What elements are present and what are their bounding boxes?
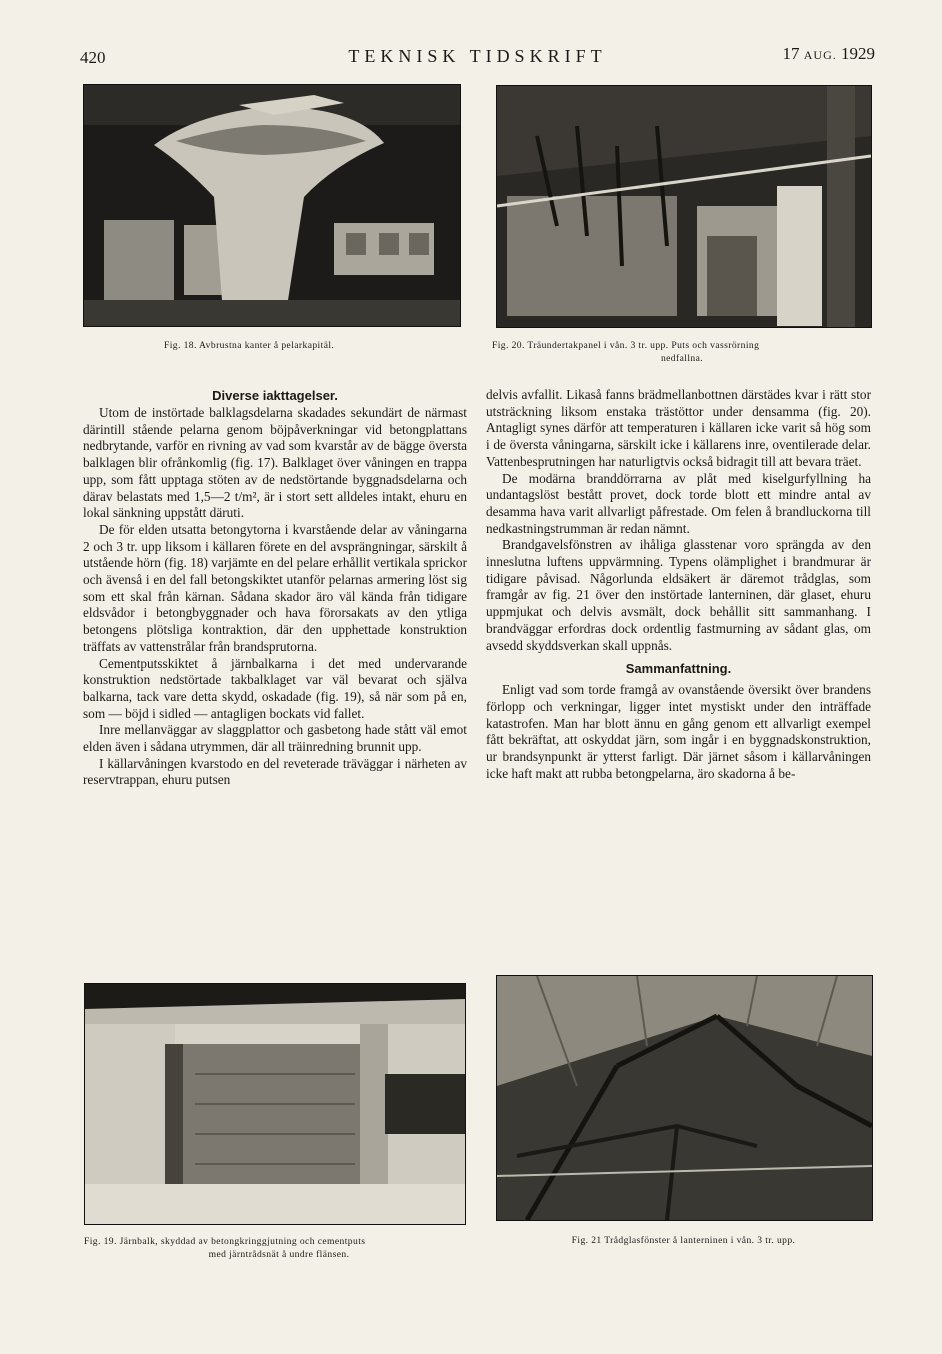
journal-title: TEKNISK TIDSKRIFT [348, 46, 607, 66]
left-column [83, 387, 467, 789]
figure-19-caption-line1: Fig. 19. Järnbalk, skyddad av betongkringgjutning och cementputs [84, 1236, 366, 1247]
right-paragraph: Brandgavelsfönstren av ihåliga glasstenar voro sprängda av den inneslutna luftens uppvärmning. Typens olämplighet i brandmurar är tidigare påvisad. Någorlunda eldsäkert är däremot trådglas, som framgår av fig. 21 över den instörtade lanterninen, där glaset, ehuru uppmjukat och delvis avsmält, dock behållit sitt sammanhang. I brandväggar erfordras dock ordentlig fastmurning av sådant glas, om avsedd skyddsverkan skall uppnås. [486, 537, 871, 653]
figure-20-photo [496, 85, 872, 328]
section-heading-sammanfattning: Sammanfattning. [625, 661, 732, 677]
issue-date [783, 44, 876, 64]
left-paragraph: De för elden utsatta betongytorna i kvarstående delar av våningarna 2 och 3 tr. upp liksom i källaren förete en del avsprängningar, särskilt å utstående hörn (fig. 18) varjämte en del pelare erhållit vertikala sprickor och ävenså i en del fall betongskiktet utanför pelarnas armering löst sig som ett skal från kärnan. Sådana skador äro väl kända från tidigare eldsvådor i betongbyggnader och hava förorsakats av den ytliga betongens plötsliga kontraktion, där den upphettade konstruktion träffats av vattenstrålar från brandsprutorna. [83, 521, 467, 654]
figure-19-caption-line2: med järntrådsnät å undre flänsen. [208, 1249, 350, 1260]
figure-20-caption-line2: nedfallna. [660, 353, 704, 364]
issue-month: AUG. [803, 48, 837, 62]
figure-20-caption [492, 339, 872, 365]
right-paragraph: De modärna branddörrarna av plåt med kiselgurfyllning ha undantagslöst bestått provet, dock torde blott ett mindre antal av desamma hava varit allvarligt påfrestade. Om felen å brandluckorna till nedkastningstrumman är redan nämnt. [486, 470, 871, 536]
page-header [80, 44, 875, 74]
figure-21-caption: Fig. 21 Trådglasfönster å lanterninen i vån. 3 tr. upp. [571, 1235, 796, 1246]
section-heading-diverse: Diverse iakttagelser. [212, 388, 338, 403]
page-number: 420 [80, 48, 106, 67]
issue-year: 1929 [841, 44, 875, 63]
right-paragraph: delvis avfallit. Likaså fanns brädmellanbottnen därstädes kvar i rätt stor utsträckning liksom enstaka trästöttor under densamma (fig. 20). Antagligt synes därför att temperaturen i källaren icke varit så hög som i de översta våningarna, särskilt icke i källarens inre, oventilerade delar. Vattenbesprutningen har naturligtvis också bidragit till att bevara träet. [486, 387, 871, 469]
left-paragraph: Utom de instörtade balklagsdelarna skadades sekundärt de närmast därintill stående pelarna genom böjpåverkningar vid betongplattans nedbrytande, varför en rivning av vad som kvarstår av de bägge översta balklagen blir ofrånkomlig (fig. 17). Balklaget över våningen en trappa upp, som fått upptaga stöten av de nedstörtande byggnadsdelarna och därav belastats med 1,5—2 t/m², är i stort sett alldeles intakt, ehuru en lokal sänkning uppstått däruti. [83, 405, 467, 521]
left-paragraph: Cementputsskiktet å järnbalkarna i det med undervarande konstruktion nedstörtade takbalklaget var väl bevarat och själva balkarna, tack vare detta skydd, oskadade (fig. 19), så när som på en, som — böjd i sidled — antagligen bockats vid fallet. [83, 655, 467, 721]
left-paragraph: Inre mellanväggar av slaggplattor och gasbetong hade stått väl emot elden även i sådana utrymmen, där all träinredning brunnit upp. [83, 722, 467, 755]
figure-18-photo [83, 84, 461, 327]
right-column [486, 387, 871, 782]
right-paragraph: Enligt vad som torde framgå av ovanstående översikt över brandens förlopp och verkningar, ligger intet mystiskt under den inträffade katastrofen. Man har blott ännu en gång genom ett allvarligt exempel fått bekräftat, att oskyddat järn, som ingår i en byggnadskonstruktion, ur brandsynpunkt är ytterst farligt. Där järnet såsom i källarvåningen icke haft makt att rubba betongpelarna, äro skadorna å be- [486, 682, 871, 781]
figure-18-caption: Fig. 18. Avbrustna kanter å pelarkapitäl. [164, 340, 335, 351]
figure-19-photo [84, 983, 466, 1225]
left-paragraph: I källarvåningen kvarstodo en del reveterade träväggar i närheten av reservtrappan, ehuru putsen [83, 755, 467, 788]
issue-day: 17 [782, 44, 800, 63]
figure-20-caption-line1: Fig. 20. Träundertakpanel i vån. 3 tr. upp. Puts och vassrörning [492, 340, 760, 351]
figure-19-caption [84, 1235, 474, 1261]
figure-21-photo [496, 975, 873, 1221]
